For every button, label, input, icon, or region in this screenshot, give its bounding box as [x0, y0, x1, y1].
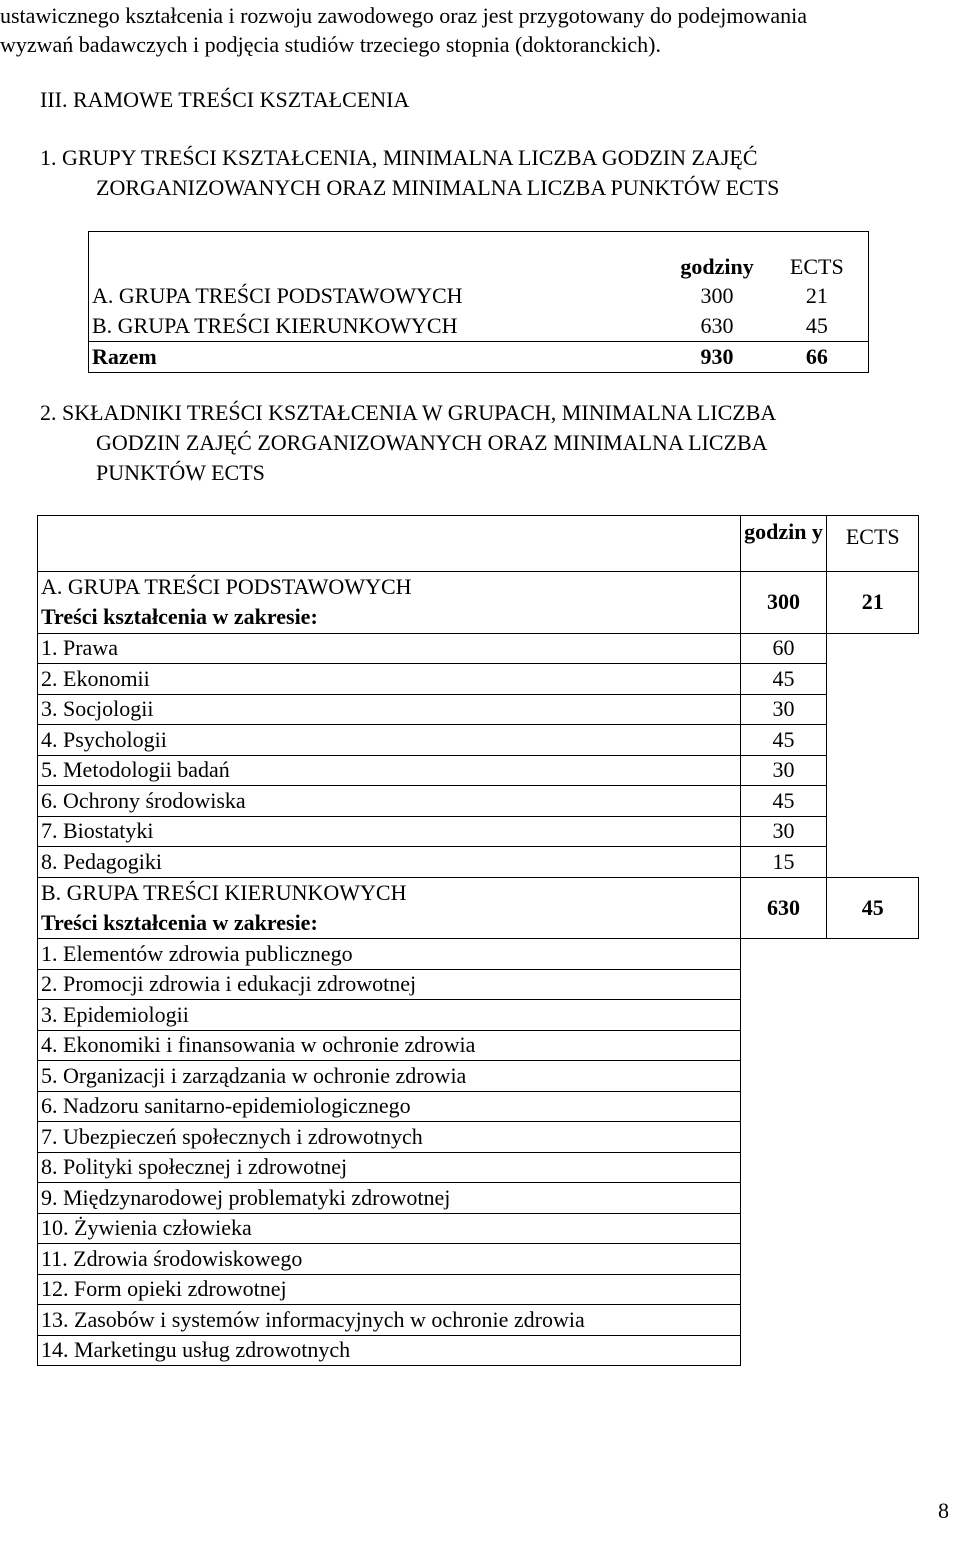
group-a-item-name: 2. Ekonomii	[38, 664, 741, 695]
summary-row-name: A. GRUPA TREŚCI PODSTAWOWYCH	[92, 282, 463, 308]
group-a-item	[38, 755, 919, 786]
empty-cell	[827, 1122, 919, 1153]
group-b-item-name: 4. Ekonomiki i finansowania w ochronie zdrowia	[38, 1030, 741, 1061]
group-b-item	[38, 939, 919, 970]
group-b-ects: 45	[827, 877, 919, 939]
summary-row-hours: 300	[700, 282, 734, 308]
group-a-ects: 21	[827, 572, 919, 634]
empty-cell	[740, 1335, 827, 1366]
group-b-item-name: 8. Polityki społecznej i zdrowotnej	[38, 1152, 741, 1183]
group-a-item	[38, 725, 919, 756]
heading-1-line-2: ZORGANIZOWANYCH ORAZ MINIMALNA LICZBA PUNKTÓW ECTS	[96, 175, 780, 200]
empty-cell	[740, 969, 827, 1000]
components-table	[37, 515, 919, 1366]
empty-cell	[827, 969, 919, 1000]
group-a-item-hours: 30	[740, 694, 827, 725]
intro-line-2: wyzwań badawczych i podjęcia studiów trzeciego stopnia (doktoranckich).	[0, 32, 661, 57]
group-a-item-name: 3. Socjologii	[38, 694, 741, 725]
summary-table-header	[89, 232, 869, 282]
group-b-title: B. GRUPA TREŚCI KIERUNKOWYCH	[41, 879, 407, 905]
empty-cell	[827, 1091, 919, 1122]
empty-cell	[827, 1183, 919, 1214]
summary-row-ects: 21	[805, 282, 828, 308]
summary-total-ects: 66	[766, 342, 869, 373]
heading-2-line-2: GODZIN ZAJĘĆ ZORGANIZOWANYCH ORAZ MINIMALNA LICZBA	[96, 430, 768, 455]
components-header-blank	[38, 516, 741, 572]
summary-row	[89, 281, 869, 311]
heading-1-line-1: 1. GRUPY TREŚCI KSZTAŁCENIA, MINIMALNA LICZBA GODZIN ZAJĘĆ	[40, 145, 758, 170]
empty-cell	[827, 939, 919, 970]
summary-total-name: Razem	[89, 342, 669, 373]
empty-cell	[740, 1244, 827, 1275]
empty-cell	[740, 1091, 827, 1122]
empty-cell	[827, 786, 919, 817]
empty-cell	[740, 1030, 827, 1061]
group-b-item-name: 3. Epidemiologii	[38, 1000, 741, 1031]
empty-cell	[827, 755, 919, 786]
group-b-item-name: 7. Ubezpieczeń społecznych i zdrowotnych	[38, 1122, 741, 1153]
group-a-item	[38, 786, 919, 817]
section-title: III. RAMOWE TREŚCI KSZTAŁCENIA	[40, 87, 410, 112]
empty-cell	[827, 816, 919, 847]
group-b-item	[38, 1183, 919, 1214]
group-b-item-name: 13. Zasobów i systemów informacyjnych w ochronie zdrowia	[38, 1305, 741, 1336]
empty-cell	[827, 1061, 919, 1092]
empty-cell	[827, 1335, 919, 1366]
group-a-item	[38, 816, 919, 847]
group-b-hours: 630	[740, 877, 827, 939]
summary-row-ects: 45	[805, 312, 828, 338]
empty-cell	[740, 1274, 827, 1305]
group-a-item-hours: 30	[740, 816, 827, 847]
empty-cell	[827, 725, 919, 756]
group-b-item-name: 9. Międzynarodowej problematyki zdrowotnej	[38, 1183, 741, 1214]
group-b-item-name: 14. Marketingu usług zdrowotnych	[38, 1335, 741, 1366]
group-b-item	[38, 1274, 919, 1305]
group-b-item-name: 12. Form opieki zdrowotnej	[38, 1274, 741, 1305]
group-b-item	[38, 1030, 919, 1061]
group-a-item-name: 8. Pedagogiki	[38, 847, 741, 878]
empty-cell	[827, 1305, 919, 1336]
group-a-item-name: 7. Biostatyki	[38, 816, 741, 847]
empty-cell	[827, 1244, 919, 1275]
group-a-hours: 300	[740, 572, 827, 634]
group-b-subtitle: Treści kształcenia w zakresie:	[41, 910, 318, 936]
group-b-item	[38, 969, 919, 1000]
group-a-item-hours: 45	[740, 664, 827, 695]
group-a-item	[38, 694, 919, 725]
summary-row-hours: 630	[700, 312, 734, 338]
group-a-item	[38, 664, 919, 695]
group-a-item-hours: 30	[740, 755, 827, 786]
heading-2-line-3: PUNKTÓW ECTS	[96, 460, 265, 485]
group-a-title: A. GRUPA TREŚCI PODSTAWOWYCH	[41, 574, 412, 599]
group-b-item-name: 6. Nadzoru sanitarno-epidemiologicznego	[38, 1091, 741, 1122]
group-a-item-hours: 60	[740, 633, 827, 664]
group-a-item-hours: 45	[740, 725, 827, 756]
empty-cell	[827, 1213, 919, 1244]
group-b-item	[38, 1335, 919, 1366]
empty-cell	[827, 1274, 919, 1305]
empty-cell	[827, 1152, 919, 1183]
group-b-item	[38, 1000, 919, 1031]
group-a-item-hours: 45	[740, 786, 827, 817]
group-b-item-name: 10. Żywienia człowieka	[38, 1213, 741, 1244]
group-b-item	[38, 1122, 919, 1153]
group-b-item	[38, 1305, 919, 1336]
components-header-ects: ECTS	[827, 516, 919, 572]
group-b-item	[38, 1091, 919, 1122]
empty-cell	[740, 1183, 827, 1214]
group-a-item	[38, 847, 919, 878]
group-a-item	[38, 633, 919, 664]
empty-cell	[740, 1122, 827, 1153]
group-b-item	[38, 1213, 919, 1244]
group-b-cell	[38, 877, 741, 939]
summary-row	[89, 311, 869, 342]
summary-table	[88, 231, 869, 373]
group-a-cell	[38, 572, 741, 634]
group-b-item	[38, 1061, 919, 1092]
group-b-item	[38, 1152, 919, 1183]
page-number: 8	[938, 1498, 949, 1523]
group-b-item-name: 1. Elementów zdrowia publicznego	[38, 939, 741, 970]
summary-total-row	[89, 342, 869, 373]
group-a-item-name: 6. Ochrony środowiska	[38, 786, 741, 817]
empty-cell	[827, 1000, 919, 1031]
group-a-item-name: 4. Psychologii	[38, 725, 741, 756]
group-a-subtitle: Treści kształcenia w zakresie:	[41, 604, 318, 630]
group-a-row	[38, 572, 919, 634]
empty-cell	[740, 1152, 827, 1183]
empty-cell	[740, 1061, 827, 1092]
intro-line-1: ustawicznego kształcenia i rozwoju zawodowego oraz jest przygotowany do podejmowania	[0, 3, 808, 28]
components-header-hours: godzin y	[740, 516, 827, 572]
empty-cell	[740, 1305, 827, 1336]
empty-cell	[827, 1030, 919, 1061]
empty-cell	[827, 664, 919, 695]
group-b-item-name: 5. Organizacji i zarządzania w ochronie zdrowia	[38, 1061, 741, 1092]
summary-header-hours: godziny	[680, 253, 754, 279]
group-b-row	[38, 877, 919, 939]
empty-cell	[827, 847, 919, 878]
group-a-item-name: 5. Metodologii badań	[38, 755, 741, 786]
summary-total-hours: 930	[668, 342, 765, 373]
group-a-item-name: 1. Prawa	[38, 633, 741, 664]
group-b-item	[38, 1244, 919, 1275]
group-b-item-name: 2. Promocji zdrowia i edukacji zdrowotnej	[38, 969, 741, 1000]
empty-cell	[827, 694, 919, 725]
empty-cell	[740, 939, 827, 970]
empty-cell	[740, 1213, 827, 1244]
group-b-item-name: 11. Zdrowia środowiskowego	[38, 1244, 741, 1275]
summary-row-name: B. GRUPA TREŚCI KIERUNKOWYCH	[92, 312, 458, 338]
components-header	[38, 516, 919, 572]
summary-header-ects: ECTS	[789, 253, 844, 279]
empty-cell	[740, 1000, 827, 1031]
group-a-item-hours: 15	[740, 847, 827, 878]
heading-2-line-1: 2. SKŁADNIKI TREŚCI KSZTAŁCENIA W GRUPACH, MINIMALNA LICZBA	[40, 400, 777, 425]
summary-header-blank	[89, 232, 669, 282]
empty-cell	[827, 633, 919, 664]
